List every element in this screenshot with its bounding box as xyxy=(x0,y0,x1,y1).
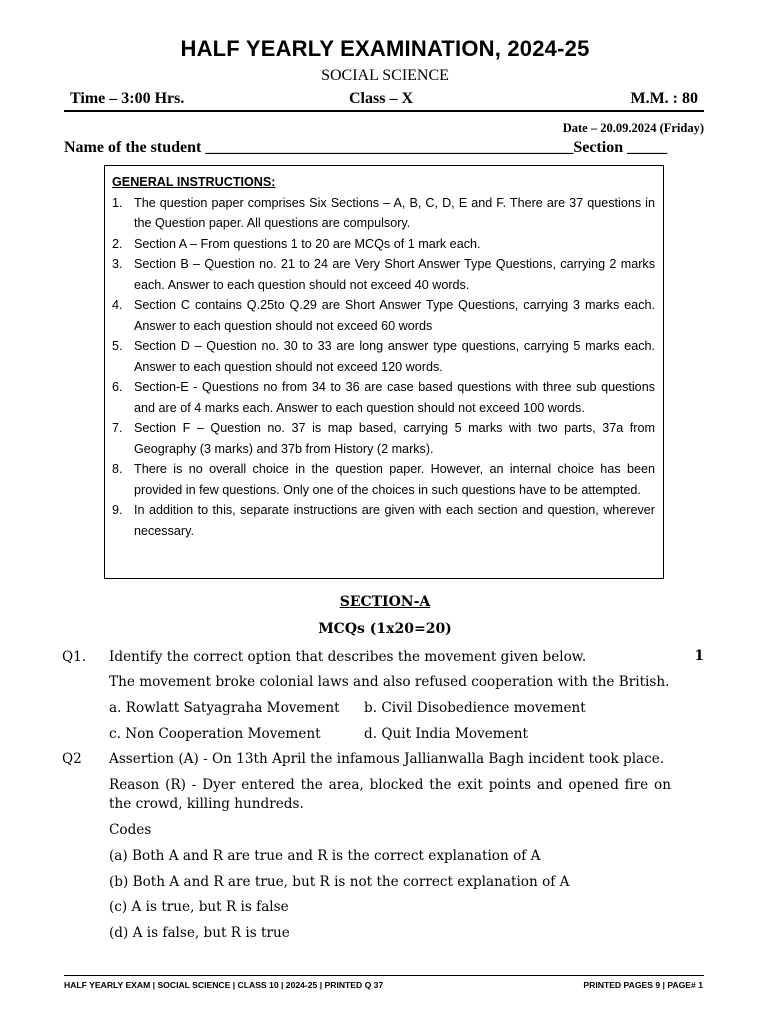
exam-title: HALF YEARLY EXAMINATION, 2024-25 xyxy=(180,36,590,61)
question-1-option-c: c. Non Cooperation Movement xyxy=(109,726,321,742)
footer-right: PRINTED PAGES 9 | PAGE# 1 xyxy=(583,980,703,990)
question-2-code-b: (b) Both A and R are true, but R is not the correct explanation of A xyxy=(109,874,570,890)
exam-date: Date – 20.09.2024 (Friday) xyxy=(562,121,704,135)
section-subtitle: MCQs (1x20=20) xyxy=(318,621,452,637)
instruction-item: 5. Section D – Question no. 30 to 33 are long answer type questions, carrying 5 marks each. Answer to each question should not exceed 120 words. xyxy=(112,339,655,374)
footer-left: HALF YEARLY EXAM | SOCIAL SCIENCE | CLASS 10 | 2024-25 | PRINTED Q 37 xyxy=(64,980,384,990)
instruction-item: 2. Section A – From questions 1 to 20 are MCQs of 1 mark each. xyxy=(112,236,481,251)
question-1-statement: The movement broke colonial laws and also refused cooperation with the British. xyxy=(109,674,670,690)
instructions-heading: GENERAL INSTRUCTIONS: xyxy=(112,175,276,189)
footer-divider xyxy=(64,975,704,976)
question-number-1: Q1. xyxy=(62,649,87,665)
instruction-item: 8. There is no overall choice in the question paper. However, an internal choice has been provided in few questions. Only one of the choices in such questions have to be attempted. xyxy=(112,462,655,497)
max-marks: M.M. : 80 xyxy=(630,90,698,107)
exam-time: Time – 3:00 Hrs. xyxy=(70,90,185,107)
subject-title: SOCIAL SCIENCE xyxy=(321,67,449,84)
question-2-assertion: Assertion (A) - On 13th April the infamous Jallianwalla Bagh incident took place. xyxy=(109,751,665,767)
question-2-reason: Reason (R) - Dyer entered the area, blocked the exit points and opened fire on the crowd, killing hundreds. xyxy=(109,777,671,812)
instruction-item: 7. Section F – Question no. 37 is map based, carrying 5 marks with two parts, 37a from Geography (3 marks) and 37b from History (2 marks). xyxy=(112,421,655,456)
student-name-line: Name of the student ______________________________________________Section _____ xyxy=(64,139,668,156)
exam-class: Class – X xyxy=(349,90,414,107)
instruction-item: 1. The question paper comprises Six Sections – A, B, C, D, E and F. There are 37 questions in the Question paper. All questions are compulsory. xyxy=(112,195,655,230)
question-2-code-d: (d) A is false, but R is true xyxy=(109,925,290,941)
question-1-option-b: b. Civil Disobedience movement xyxy=(364,700,586,716)
instruction-item: 9. In addition to this, separate instructions are given with each section and question, wherever necessary. xyxy=(112,503,655,538)
section-title: SECTION-A xyxy=(339,594,431,610)
question-number-2: Q2 xyxy=(62,751,82,767)
question-1-option-d: d. Quit India Movement xyxy=(364,726,528,742)
header-divider xyxy=(64,110,704,112)
question-2-code-c: (c) A is true, but R is false xyxy=(109,899,289,915)
question-1-option-a: a. Rowlatt Satyagraha Movement xyxy=(109,700,340,716)
instructions-list xyxy=(112,193,655,542)
instruction-item: 3. Section B – Question no. 21 to 24 are Very Short Answer Type Questions, carrying 2 marks each. Answer to each question should not exceed 40 words. xyxy=(112,257,655,292)
question-1-prompt: Identify the correct option that describes the movement given below. xyxy=(109,649,587,665)
instruction-item: 6. Section-E - Questions no from 34 to 36 are case based questions with three sub questions and are of 4 marks each. Answer to each question should not exceed 100 words. xyxy=(112,380,655,415)
question-1-marks: 1 xyxy=(694,648,704,664)
question-2-code-a: (a) Both A and R are true and R is the correct explanation of A xyxy=(109,848,541,864)
question-2-codes-label: Codes xyxy=(109,822,152,838)
general-instructions-box xyxy=(104,165,664,579)
exam-info-row xyxy=(64,90,704,110)
instruction-item: 4. Section C contains Q.25to Q.29 are Short Answer Type Questions, carrying 3 marks each. Answer to each question should not exceed 60 words xyxy=(112,298,655,333)
